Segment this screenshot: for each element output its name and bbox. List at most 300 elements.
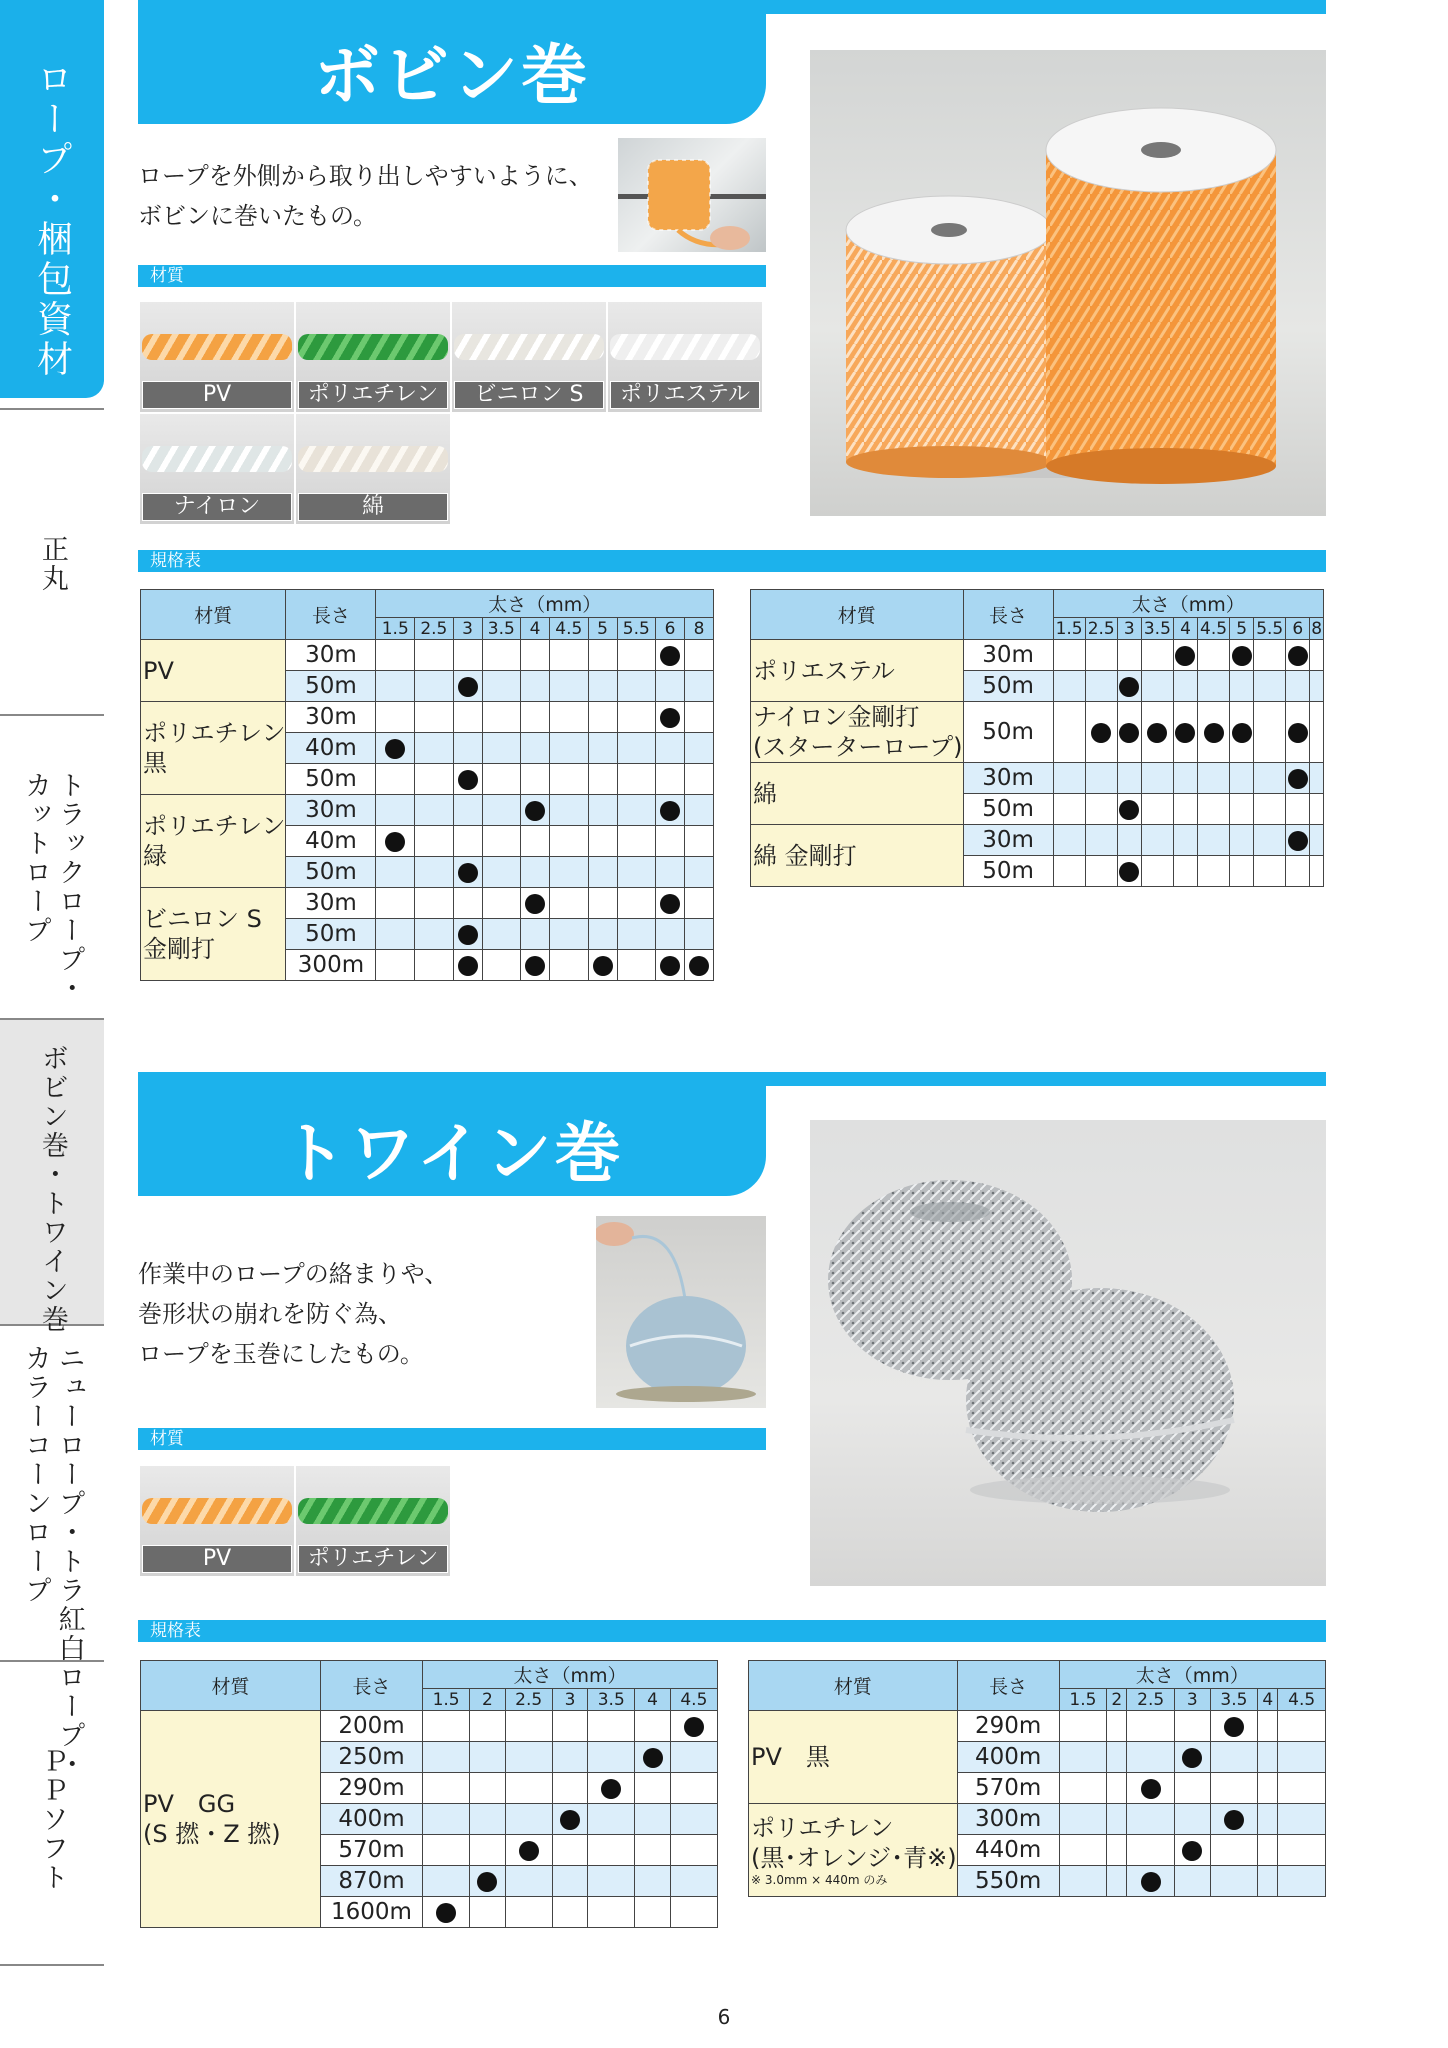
availability-cell xyxy=(588,1897,635,1928)
availability-cell xyxy=(376,733,415,764)
availability-cell xyxy=(617,950,656,981)
available-dot xyxy=(660,801,680,821)
size-header: 3 xyxy=(552,1689,587,1711)
availability-cell xyxy=(656,919,685,950)
availability-cell xyxy=(1141,825,1173,856)
availability-cell xyxy=(1141,640,1173,671)
availability-cell xyxy=(670,1742,717,1773)
availability-cell xyxy=(552,1711,587,1742)
availability-cell xyxy=(1310,640,1324,671)
availability-cell xyxy=(552,1742,587,1773)
availability-cell xyxy=(1286,856,1310,887)
availability-cell xyxy=(1141,794,1173,825)
availability-cell xyxy=(1254,856,1286,887)
length-cell: 300m xyxy=(286,950,376,981)
material-name: 綿 金剛打 xyxy=(753,841,857,870)
available-dot xyxy=(1182,1748,1202,1768)
size-header: 8 xyxy=(1311,618,1323,639)
availability-cell xyxy=(617,857,656,888)
availability-cell xyxy=(588,1773,635,1804)
size-header: 3 xyxy=(1117,618,1141,640)
material-cell xyxy=(141,1711,321,1928)
availability-cell xyxy=(415,733,454,764)
availability-cell xyxy=(1173,825,1197,856)
availability-cell xyxy=(656,733,685,764)
availability-cell xyxy=(1310,702,1324,763)
available-dot xyxy=(436,1903,456,1923)
availability-cell xyxy=(505,1711,552,1742)
availability-cell xyxy=(1141,702,1173,763)
availability-cell xyxy=(550,764,589,795)
availability-cell xyxy=(550,671,589,702)
available-dot xyxy=(458,925,478,945)
table-row xyxy=(141,640,714,671)
availability-cell xyxy=(617,764,656,795)
sidebar-tab-rope-packing[interactable]: ロープ・梱包資材 xyxy=(0,0,104,398)
size-header: 2.5 xyxy=(505,1689,552,1711)
size-header: 1.5 xyxy=(1053,618,1085,640)
available-dot xyxy=(689,956,709,976)
material-header: 材質 xyxy=(751,590,964,640)
availability-cell xyxy=(1254,640,1286,671)
availability-cell xyxy=(521,640,550,671)
available-dot xyxy=(1119,800,1139,820)
size-header: 3 xyxy=(453,618,482,640)
availability-cell xyxy=(376,640,415,671)
size-header: 3.5 xyxy=(482,618,521,640)
availability-cell xyxy=(482,888,521,919)
availability-cell xyxy=(1286,702,1310,763)
availability-cell xyxy=(550,733,589,764)
bobbin-title: ボビン巻 xyxy=(314,37,590,114)
size-header: 4.5 xyxy=(1198,618,1230,640)
availability-cell xyxy=(635,1866,670,1897)
header-row xyxy=(141,590,714,618)
material-name: PV 黒 xyxy=(751,1743,830,1771)
length-cell: 50m xyxy=(963,856,1053,887)
availability-cell xyxy=(617,919,656,950)
sidebar xyxy=(0,0,104,2048)
length-cell: 50m xyxy=(963,702,1053,763)
availability-cell xyxy=(588,1835,635,1866)
availability-cell xyxy=(1085,702,1117,763)
sidebar-tab-truck-rope[interactable]: トラックロープ・ カットロープ xyxy=(0,716,104,1020)
availability-cell xyxy=(1173,702,1197,763)
availability-cell xyxy=(656,671,685,702)
available-dot xyxy=(601,1779,621,1799)
availability-cell xyxy=(376,702,415,733)
availability-cell xyxy=(1230,856,1254,887)
size-header: 2 xyxy=(470,1689,505,1711)
availability-cell xyxy=(550,795,589,826)
availability-cell xyxy=(376,795,415,826)
availability-cell xyxy=(1117,763,1141,794)
availability-cell xyxy=(1059,1742,1107,1773)
length-cell: 570m xyxy=(321,1835,423,1866)
availability-cell xyxy=(656,795,685,826)
availability-cell xyxy=(521,826,550,857)
availability-cell xyxy=(617,671,656,702)
availability-cell xyxy=(1174,1711,1210,1742)
availability-cell xyxy=(588,671,617,702)
availability-cell xyxy=(1085,640,1117,671)
material-cell xyxy=(749,1804,958,1897)
availability-cell xyxy=(423,1897,470,1928)
availability-cell xyxy=(521,857,550,888)
availability-cell xyxy=(415,702,454,733)
availability-cell xyxy=(1310,794,1324,825)
availability-cell xyxy=(1310,856,1324,887)
size-header: 4.5 xyxy=(550,618,589,640)
length-cell: 30m xyxy=(286,795,376,826)
availability-cell xyxy=(423,1742,470,1773)
availability-cell xyxy=(1278,1835,1326,1866)
availability-cell xyxy=(1117,794,1141,825)
size-header: 5.5 xyxy=(1254,618,1286,640)
availability-cell xyxy=(588,1742,635,1773)
material-name: ポリエステル xyxy=(753,656,895,685)
availability-cell xyxy=(1127,1866,1175,1897)
availability-cell xyxy=(588,640,617,671)
table-row xyxy=(141,702,714,733)
twine-material-heading: 材質 xyxy=(138,1428,766,1450)
availability-cell xyxy=(656,826,685,857)
available-dot xyxy=(525,956,545,976)
availability-cell xyxy=(552,1897,587,1928)
availability-cell xyxy=(470,1835,505,1866)
availability-cell xyxy=(617,702,656,733)
size-header: 3.5 xyxy=(588,1689,635,1711)
length-cell: 40m xyxy=(286,826,376,857)
availability-cell xyxy=(453,764,482,795)
available-dot xyxy=(1232,723,1252,743)
bobbin-usage-illustration xyxy=(618,138,766,252)
available-dot xyxy=(1224,1717,1244,1737)
availability-cell xyxy=(505,1897,552,1928)
length-header: 長さ xyxy=(286,590,376,640)
availability-cell xyxy=(505,1773,552,1804)
twine-balls-illustration xyxy=(810,1120,1326,1586)
availability-cell xyxy=(415,950,454,981)
availability-cell xyxy=(670,1773,717,1804)
material-polyethylene: ポリエチレン xyxy=(296,1466,450,1576)
length-cell: 570m xyxy=(957,1773,1059,1804)
table-row xyxy=(749,1804,1326,1835)
sidebar-tab-bobbin-twine[interactable]: ボビン巻・トワイン巻 xyxy=(0,1020,104,1326)
availability-cell xyxy=(684,919,713,950)
size-header: 2.5 xyxy=(1127,1689,1175,1711)
availability-cell xyxy=(1310,671,1324,702)
twine-spec-table-left xyxy=(140,1660,718,1928)
availability-cell xyxy=(482,733,521,764)
material-cell xyxy=(141,640,286,702)
size-header: 1.5 xyxy=(423,1689,470,1711)
material-pv: PV xyxy=(140,1466,294,1576)
availability-cell xyxy=(453,950,482,981)
length-cell: 50m xyxy=(286,919,376,950)
availability-cell xyxy=(684,764,713,795)
twine-description: 作業中のロープの絡まりや、 巻形状の崩れを防ぐ為、 ロープを玉巻にしたもの。 xyxy=(138,1260,449,1368)
availability-cell xyxy=(1210,1804,1258,1835)
size-header: 4.5 xyxy=(670,1689,717,1711)
availability-cell xyxy=(453,702,482,733)
availability-cell xyxy=(1127,1711,1175,1742)
availability-cell xyxy=(588,888,617,919)
available-dot xyxy=(1224,1810,1244,1830)
availability-cell xyxy=(376,950,415,981)
twine-usage-photo xyxy=(596,1216,766,1408)
availability-cell xyxy=(1286,640,1310,671)
availability-cell xyxy=(415,764,454,795)
twine-banner xyxy=(138,1072,766,1196)
available-dot xyxy=(458,956,478,976)
availability-cell xyxy=(1173,763,1197,794)
thickness-header: 太さ（mm） xyxy=(376,590,714,618)
twine-usage-illustration xyxy=(596,1216,766,1408)
availability-cell xyxy=(1107,1804,1127,1835)
availability-cell xyxy=(635,1742,670,1773)
twine-spec-table-right xyxy=(748,1660,1326,1897)
availability-cell xyxy=(670,1804,717,1835)
availability-cell xyxy=(1174,1742,1210,1773)
availability-cell xyxy=(423,1773,470,1804)
sidebar-tab-new-rope[interactable]: ニューロープ・トラ紅白ロープ・ カラーコーンロープ xyxy=(0,1326,104,1662)
availability-cell xyxy=(415,919,454,950)
availability-cell xyxy=(1059,1711,1107,1742)
availability-cell xyxy=(670,1866,717,1897)
availability-cell xyxy=(1107,1773,1127,1804)
table-row xyxy=(141,888,714,919)
bobbin-spec-table-right xyxy=(750,589,1324,887)
length-cell: 40m xyxy=(286,733,376,764)
availability-cell xyxy=(453,640,482,671)
size-header: 4 xyxy=(1258,1689,1278,1711)
header-row xyxy=(749,1661,1326,1689)
material-cell xyxy=(751,640,964,702)
header-row xyxy=(141,1661,718,1689)
availability-cell xyxy=(617,733,656,764)
size-header: 5 xyxy=(1230,618,1254,640)
availability-cell xyxy=(1107,1742,1127,1773)
bobbin-materials-row2 xyxy=(140,414,454,528)
available-dot xyxy=(385,832,405,852)
length-cell: 30m xyxy=(963,825,1053,856)
material-polyethylene: ポリエチレン xyxy=(296,302,450,412)
table-row xyxy=(749,1711,1326,1742)
availability-cell xyxy=(1059,1804,1107,1835)
availability-cell xyxy=(1174,1866,1210,1897)
availability-cell xyxy=(470,1742,505,1773)
available-dot xyxy=(458,677,478,697)
length-cell: 50m xyxy=(286,671,376,702)
availability-cell xyxy=(1278,1711,1326,1742)
available-dot xyxy=(1175,646,1195,666)
material-nylon: ナイロン xyxy=(140,414,294,524)
availability-cell xyxy=(1173,856,1197,887)
availability-cell xyxy=(1286,825,1310,856)
twine-product-photo xyxy=(810,1120,1326,1586)
size-header: 1.5 xyxy=(376,618,415,640)
availability-cell xyxy=(588,919,617,950)
availability-cell xyxy=(1230,825,1254,856)
availability-cell xyxy=(1053,763,1085,794)
availability-cell xyxy=(470,1804,505,1835)
thickness-header: 太さ（mm） xyxy=(1059,1661,1325,1689)
length-cell: 290m xyxy=(321,1773,423,1804)
material-cotton: 綿 xyxy=(296,414,450,524)
availability-cell xyxy=(1278,1742,1326,1773)
availability-cell xyxy=(588,1866,635,1897)
availability-cell xyxy=(670,1897,717,1928)
length-cell: 1600m xyxy=(321,1897,423,1928)
availability-cell xyxy=(550,888,589,919)
available-dot xyxy=(660,894,680,914)
availability-cell xyxy=(1258,1866,1278,1897)
length-cell: 50m xyxy=(963,671,1053,702)
sidebar-tab-pp-soft[interactable]: ＰＰソフト xyxy=(0,1662,104,1966)
material-name: ポリエチレン 黒 xyxy=(143,719,286,777)
banner-rule xyxy=(760,1072,1326,1086)
availability-cell xyxy=(521,733,550,764)
availability-cell xyxy=(376,888,415,919)
availability-cell xyxy=(415,888,454,919)
availability-cell xyxy=(423,1711,470,1742)
available-dot xyxy=(1119,862,1139,882)
available-dot xyxy=(660,646,680,666)
availability-cell xyxy=(1210,1711,1258,1742)
material-polyester: ポリエステル xyxy=(608,302,762,412)
availability-cell xyxy=(635,1773,670,1804)
available-dot xyxy=(1119,723,1139,743)
table-row xyxy=(751,640,1324,671)
availability-cell xyxy=(684,857,713,888)
sidebar-tab-shomaru[interactable]: 正丸 xyxy=(0,410,104,716)
size-header: 3 xyxy=(1174,1689,1210,1711)
availability-cell xyxy=(1141,856,1173,887)
availability-cell xyxy=(482,826,521,857)
availability-cell xyxy=(684,733,713,764)
available-dot xyxy=(660,956,680,976)
material-header: 材質 xyxy=(749,1661,958,1711)
availability-cell xyxy=(1053,825,1085,856)
availability-cell xyxy=(656,640,685,671)
availability-cell xyxy=(550,950,589,981)
length-cell: 30m xyxy=(286,888,376,919)
availability-cell xyxy=(1117,856,1141,887)
availability-cell xyxy=(656,950,685,981)
availability-cell xyxy=(376,826,415,857)
availability-cell xyxy=(1230,763,1254,794)
length-cell: 290m xyxy=(957,1711,1059,1742)
availability-cell xyxy=(588,950,617,981)
availability-cell xyxy=(1107,1835,1127,1866)
availability-cell xyxy=(588,795,617,826)
available-dot xyxy=(560,1810,580,1830)
available-dot xyxy=(1147,723,1167,743)
available-dot xyxy=(1288,769,1308,789)
availability-cell xyxy=(423,1866,470,1897)
availability-cell xyxy=(684,795,713,826)
availability-cell xyxy=(505,1804,552,1835)
availability-cell xyxy=(1085,856,1117,887)
availability-cell xyxy=(617,795,656,826)
availability-cell xyxy=(552,1866,587,1897)
size-header: 6 xyxy=(1286,618,1310,640)
availability-cell xyxy=(482,640,521,671)
availability-cell xyxy=(415,640,454,671)
availability-cell xyxy=(1286,671,1310,702)
availability-cell xyxy=(684,826,713,857)
availability-cell xyxy=(1053,671,1085,702)
availability-cell xyxy=(635,1835,670,1866)
length-cell: 400m xyxy=(321,1804,423,1835)
availability-cell xyxy=(1117,671,1141,702)
availability-cell xyxy=(1059,1866,1107,1897)
size-header: 2.5 xyxy=(415,618,454,640)
availability-cell xyxy=(1258,1804,1278,1835)
availability-cell xyxy=(453,888,482,919)
available-dot xyxy=(643,1748,663,1768)
thickness-header: 太さ（mm） xyxy=(1053,590,1323,618)
availability-cell xyxy=(1173,671,1197,702)
material-cell xyxy=(751,825,964,887)
availability-cell xyxy=(453,671,482,702)
length-cell: 30m xyxy=(963,763,1053,794)
length-cell: 50m xyxy=(286,857,376,888)
availability-cell xyxy=(1254,825,1286,856)
availability-cell xyxy=(423,1804,470,1835)
availability-cell xyxy=(1198,702,1230,763)
available-dot xyxy=(1182,1841,1202,1861)
bobbin-spec-table-left xyxy=(140,589,714,981)
material-cell xyxy=(751,702,964,763)
bobbin-spec-heading: 規格表 xyxy=(138,550,1326,572)
availability-cell xyxy=(470,1866,505,1897)
availability-cell xyxy=(684,702,713,733)
availability-cell xyxy=(1258,1742,1278,1773)
availability-cell xyxy=(521,950,550,981)
availability-cell xyxy=(1310,825,1324,856)
availability-cell xyxy=(1141,763,1173,794)
availability-cell xyxy=(552,1804,587,1835)
availability-cell xyxy=(1258,1773,1278,1804)
availability-cell xyxy=(470,1897,505,1928)
available-dot xyxy=(458,770,478,790)
length-cell: 870m xyxy=(321,1866,423,1897)
availability-cell xyxy=(415,826,454,857)
bobbin-usage-photo xyxy=(618,138,766,252)
material-name: ポリエチレン (黒･オレンジ･青※) xyxy=(751,1814,957,1872)
availability-cell xyxy=(588,733,617,764)
length-cell: 440m xyxy=(957,1835,1059,1866)
bobbin-material-heading: 材質 xyxy=(138,265,766,287)
availability-cell xyxy=(1127,1804,1175,1835)
material-header: 材質 xyxy=(141,1661,321,1711)
availability-cell xyxy=(550,919,589,950)
availability-cell xyxy=(1053,640,1085,671)
available-dot xyxy=(1141,1872,1161,1892)
material-name: PV GG (S 撚・Z 撚) xyxy=(143,1790,281,1848)
availability-cell xyxy=(1174,1804,1210,1835)
availability-cell xyxy=(684,671,713,702)
availability-cell xyxy=(1254,763,1286,794)
availability-cell xyxy=(521,888,550,919)
size-header: 5 xyxy=(588,618,617,640)
available-dot xyxy=(385,739,405,759)
availability-cell xyxy=(1173,640,1197,671)
availability-cell xyxy=(1198,671,1230,702)
availability-cell xyxy=(1198,763,1230,794)
